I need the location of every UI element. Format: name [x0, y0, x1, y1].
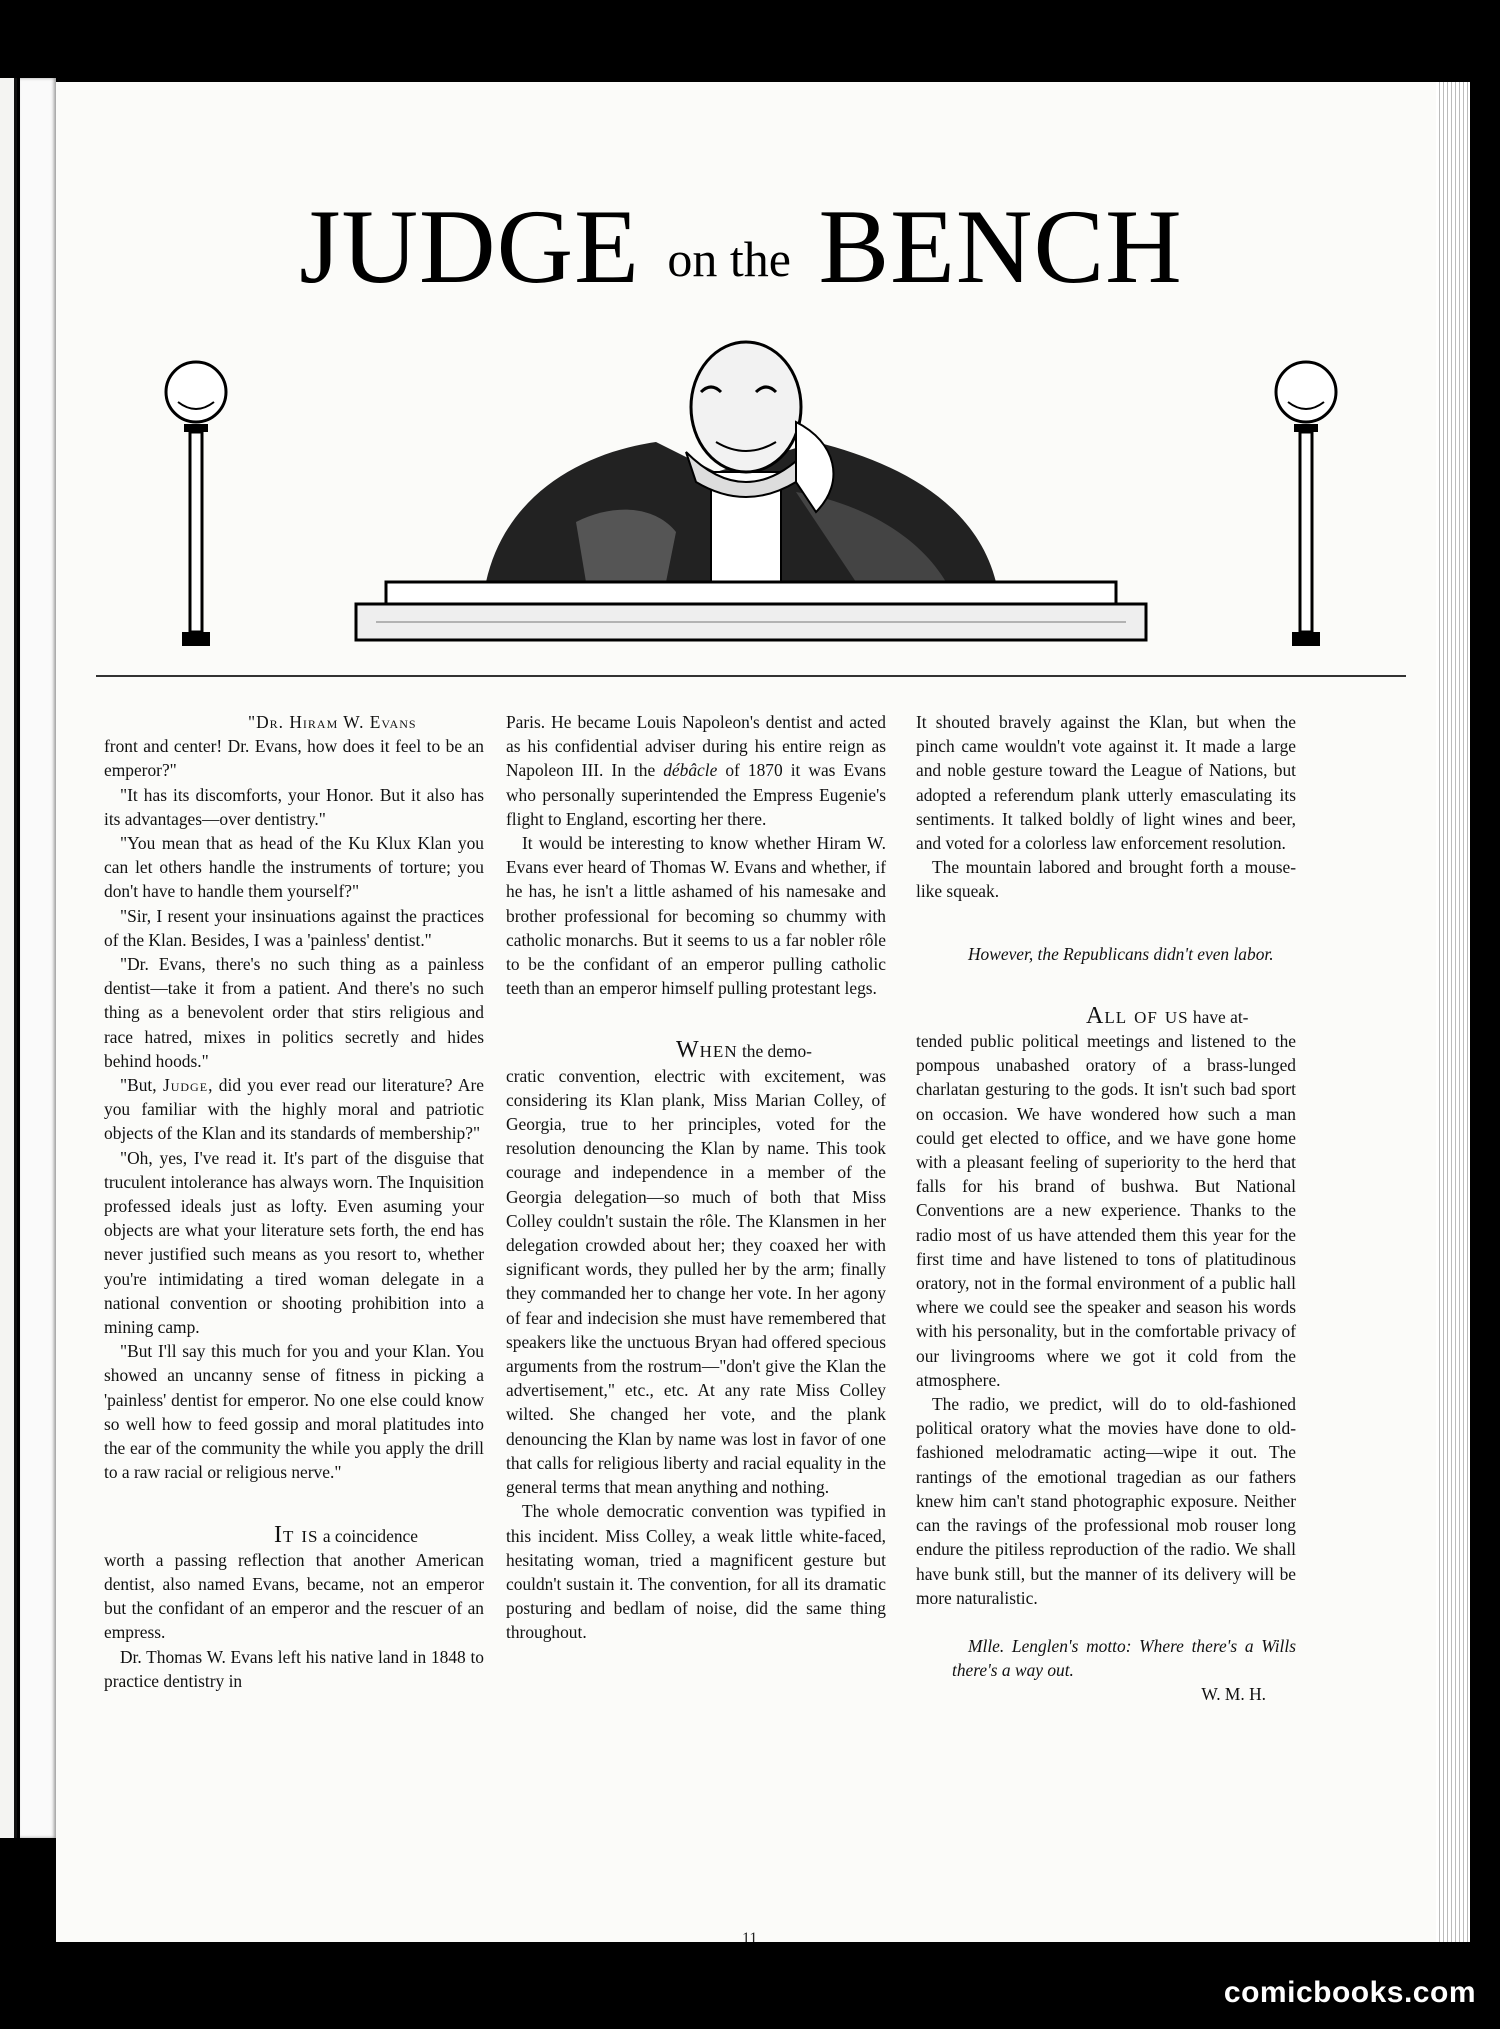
- judge-bench-illustration: [156, 332, 1346, 662]
- title-judge: JUDGE: [299, 188, 640, 305]
- article-column-3: [916, 710, 1296, 1707]
- facing-page-sliver: [0, 78, 17, 1838]
- judge-figure-icon: [486, 342, 996, 582]
- paragraph: When the demo-: [676, 1037, 812, 1064]
- paragraph: cratic convention, electric with excitement, was considering its Klan plank, Miss Marian Colley, of Georgia, true to her principles, voted for the resolution denouncing the Klan by name. This took courage and independence in a member of the Georgia delegation—so much of both that Miss Colley couldn't sustain the rôle. The Klansmen in her delegation crowded about her; they coaxed her with significant words, they pulled her by the arm; finally they commanded her to change her vote. In her agony of fear and indecision she must have remembered that speakers like the unctuous Bryan had offered specious arguments from the rostrum—"don't give the Klan the advertisement," etc., etc. At any rate Miss Colley wilted. She changed her vote, and the plank denouncing the Klan by name was lost in favor of one that calls for religious liberty and racial equality in the general terms that mean anything and nothing.: [506, 1065, 886, 1498]
- paragraph: "Dr. Evans, there's no such thing as a painless dentist—take it from a patient. And there's no such thing as a benevolent order that stirs religious and race hatred, mixes in politics secretly and hides behind hoods.": [104, 954, 484, 1071]
- paragraph: The radio, we predict, will do to old-fashioned political oratory what the movies have done to old-fashioned melodramatic acting—wipe it out. The rantings of the emotional tragedian as our fathers knew him can't stand photographic exposure. Neither can the ravings of the professional mob rouser long endure the pitiless reproduction of the radio. We shall have bunk still, but the manner of its delivery will be more naturalistic.: [916, 1394, 1296, 1608]
- paragraph: All of us have at-: [1086, 1002, 1249, 1029]
- article-column-2: [506, 710, 886, 1645]
- paragraph: "Oh, yes, I've read it. It's part of the disguise that truculent intolerance has always worn. The Inquisition professed ideals just as lofty. Even asuming your objects are what your literature sets forth, the end has never justified such means as you resort to, whether you're intimidating a tired woman delegate in a national convention or shooting prohibition into a mining camp.: [104, 1147, 484, 1338]
- page-stack-edge: [1436, 82, 1470, 1942]
- paragraph: tended public political meetings and listened to the pompous unabashed oratory of a brass-lunged charlatan gesturing to the gods. It isn't such bad sport on occasion. We have wondered how such a man could get elected to office, and we have gone home with a pleasant feeling of superiority to the herd that falls for his brand of bushwa. But National Conventions are a new experience. Thanks to the radio most of us have attended them this year for the first time and have listened to tons of platitudinous oratory, not in the formal environment of a public hall where we could see the speaker and season his words with his personality, but in the comfortable privacy of our livingrooms where we got it cold from the atmosphere.: [916, 1031, 1296, 1390]
- paragraph: "But I'll say this much for you and your Klan. You showed an uncanny sense of fitness in picking a 'painless' dentist for emperor. No one else could know so well how to feed gossip and moral platitudes into the ear of the community the while you apply the drill to a raw racial or religious nerve.": [104, 1341, 484, 1483]
- signature: W. M. H.: [1201, 1684, 1266, 1705]
- left-page-edge: [20, 78, 56, 1838]
- paragraph: Dr. Thomas W. Evans left his native land in 1848 to practice dentistry in: [104, 1646, 484, 1691]
- paragraph: It would be interesting to know whether Hiram W. Evans ever heard of Thomas W. Evans and whether, if he has, he isn't a little ashamed of his namesake and brother professional for becoming so chummy with catholic monarchs. But it seems to us a far nobler rôle to be the confidant of an emperor pulling catholic teeth than an emperor himself pulling protestant legs.: [506, 833, 886, 999]
- paragraph: front and center! Dr. Evans, how does it feel to be an emperor?": [104, 736, 484, 781]
- left-lamp-icon: [166, 362, 226, 646]
- paragraph: Paris. He became Louis Napoleon's dentist and acted as his confidential adviser during his entire reign as Napoleon III. In the débâcle of 1870 it was Evans who personally superintended the Empress Eugenie's flight to England, escorting her there.: [506, 712, 886, 829]
- title-bench: BENCH: [818, 188, 1183, 305]
- article-column-1: [104, 710, 484, 1693]
- right-lamp-icon: [1276, 362, 1336, 646]
- paragraph: It shouted bravely against the Klan, but when the pinch came wouldn't vote against it. It made a large and noble gesture toward the League of Nations, but adopted a referendum plank utterly emasculating its sentiments. It talked boldly of light wines and beer, and voted for a colorless law enforcement resolution.: [916, 712, 1296, 854]
- page-number: 11: [742, 1930, 758, 1942]
- bench-icon: [356, 582, 1146, 640]
- paragraph: worth a passing reflection that another American dentist, also named Evans, became, not an emperor but the confidant of an emperor and the rescuer of an empress.: [104, 1549, 484, 1643]
- aside-note: Mlle. Lenglen's motto: Where there's a Wills there's a way out.: [952, 1635, 1296, 1681]
- paragraph: It is a coincidence: [274, 1521, 418, 1548]
- paragraph: "It has its discomforts, your Honor. But it also has its advantages—over dentistry.": [104, 784, 484, 829]
- aside-note: However, the Republicans didn't even labor.: [968, 943, 1274, 964]
- paragraph: "Sir, I resent your insinuations against the practices of the Klan. Besides, I was a 'painless' dentist.": [104, 905, 484, 950]
- paragraph: "You mean that as head of the Ku Klux Klan you can let others handle the instruments of torture; you don't have to handle them yourself?": [104, 833, 484, 902]
- page-title: [286, 188, 1196, 305]
- paragraph: "But, Judge, did you ever read our literature? Are you familiar with the highly moral and patriotic objects of the Klan and its standards of membership?": [104, 1075, 484, 1144]
- header-divider: [96, 675, 1406, 677]
- watermark-text: comicbooks.com: [1223, 1976, 1476, 2009]
- title-on-the: on the: [667, 231, 791, 287]
- paragraph: "Dr. Hiram W. Evans: [248, 712, 417, 732]
- paragraph: The mountain labored and brought forth a mouse-like squeak.: [916, 857, 1296, 902]
- paragraph: The whole democratic convention was typified in this incident. Miss Colley, a weak little white-faced, hesitating woman, tried a magnificent gesture but couldn't sustain it. The convention, for all its dramatic posturing and bedlam of noise, did the same thing throughout.: [506, 1501, 886, 1643]
- magazine-page: [56, 82, 1436, 1942]
